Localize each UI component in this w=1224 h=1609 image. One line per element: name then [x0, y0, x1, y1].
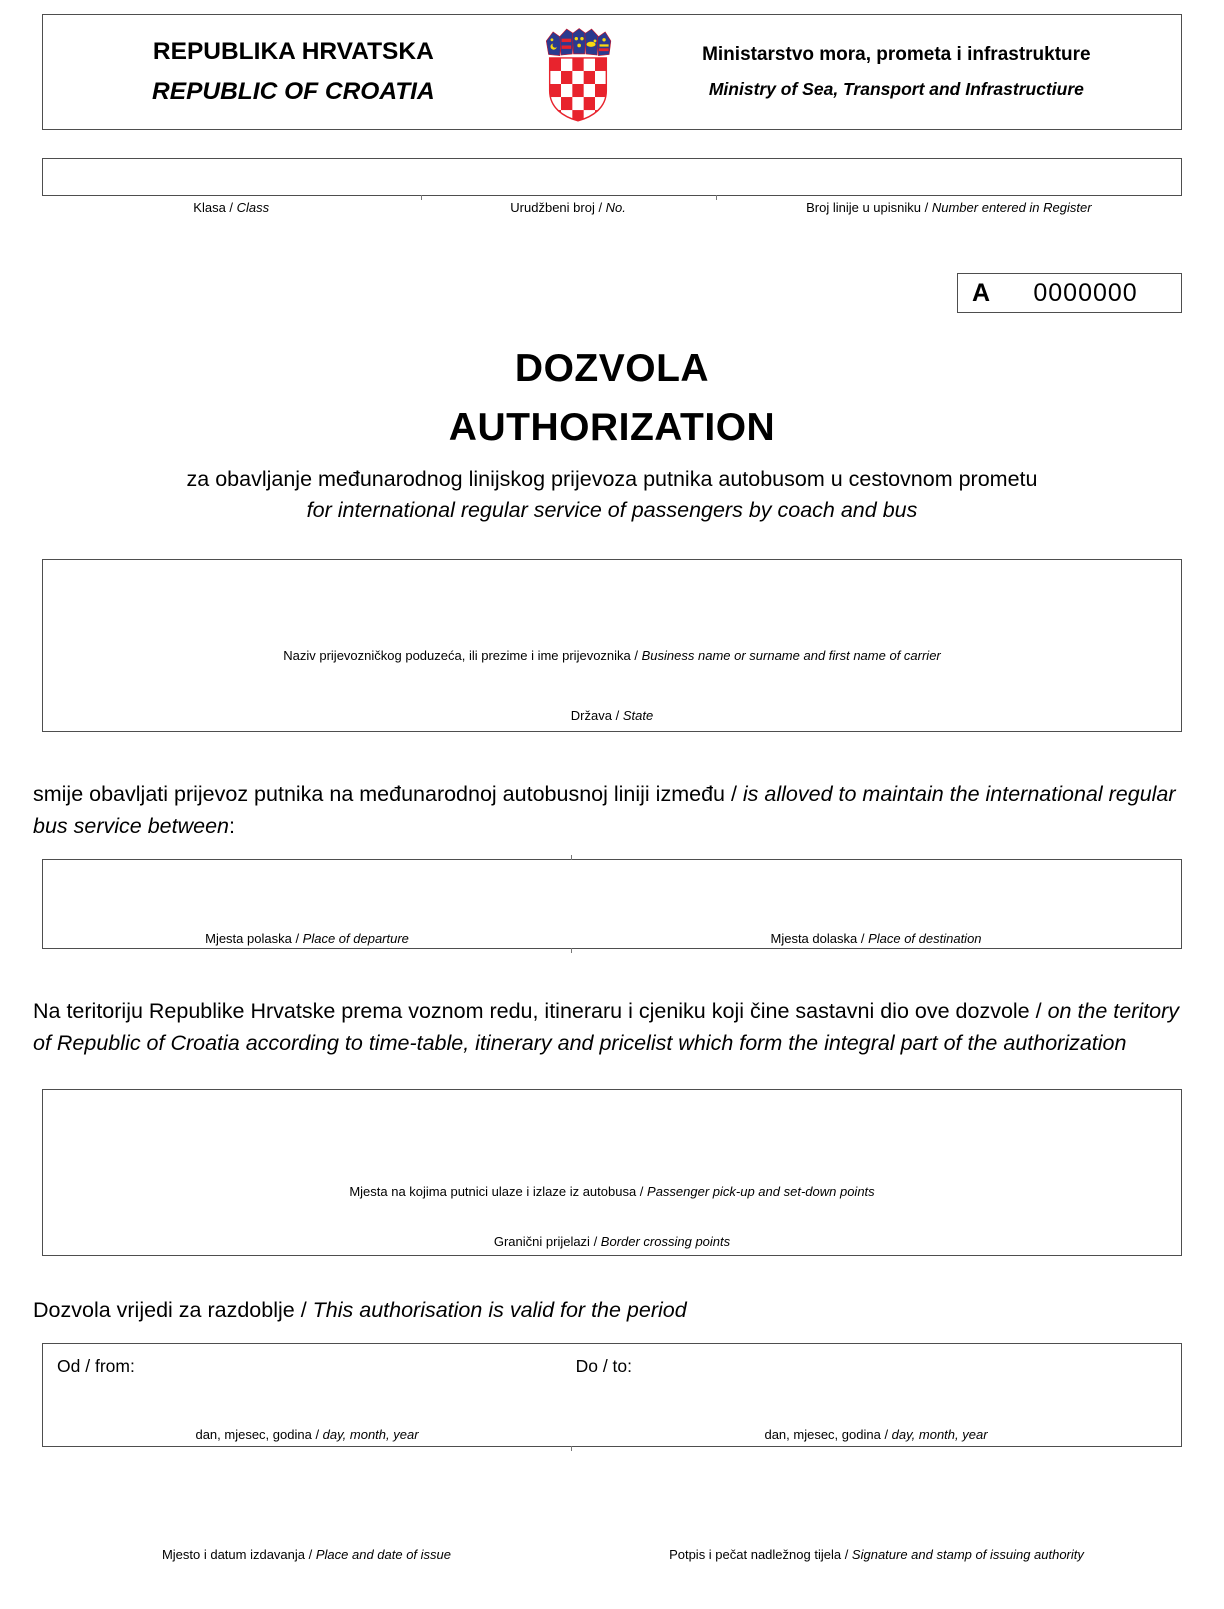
to-date-hint: dan, mjesec, godina / day, month, year	[764, 1427, 988, 1442]
field-divider-tick	[571, 1446, 572, 1451]
carrier-name-field-box[interactable]	[42, 559, 1182, 732]
to-label: Do / to:	[575, 1356, 633, 1376]
country-title	[43, 32, 544, 112]
from-label: Od / from:	[57, 1356, 135, 1376]
subtitle-hr: za obavljanje međunarodnog linijskog prijevoza putnika autobusom u cestovnom prometu	[186, 467, 1038, 491]
form-header	[42, 14, 1182, 130]
validity-heading: Dozvola vrijedi za razdoblje / This authorisation is valid for the period	[33, 1298, 687, 1322]
pickup-points-label: Mjesta na kojima putnici ulaze i izlaze iz autobusa / Passenger pick-up and set-down points	[349, 1184, 875, 1199]
route-clause: smije obavljati prijevoz putnika na međunarodnoj autobusnoj liniji između / is alloved to maintain the international regular bus service between:	[33, 782, 1176, 838]
document-title-en: AUTHORIZATION	[448, 406, 776, 449]
ministry-name-hr: Ministarstvo mora, prometa i infrastrukture	[702, 44, 1091, 65]
signature-footer	[42, 1547, 1182, 1562]
destination-label: Mjesta dolaska / Place of destination	[770, 931, 982, 946]
ministry-name-en: Ministry of Sea, Transport and Infrastructiure	[708, 79, 1084, 99]
serial-series-letter: A	[972, 278, 991, 307]
class-number-field-box[interactable]	[42, 158, 1182, 196]
subtitle-en: for international regular service of passengers by coach and bus	[306, 498, 918, 522]
document-subtitle	[33, 464, 1191, 526]
points-field-box[interactable]	[42, 1089, 1182, 1256]
ministry-title	[612, 44, 1181, 100]
serial-number-box	[957, 273, 1182, 313]
serial-number: 0000000	[1033, 278, 1138, 307]
field-divider-tick	[716, 195, 717, 200]
country-name-en: REPUBLIC OF CROATIA	[152, 78, 435, 105]
route-field-box[interactable]	[42, 859, 1182, 949]
line-number-label: Broj linije u upisniku / Number entered in Register	[806, 200, 1092, 215]
state-label: Država / State	[570, 708, 654, 723]
klasa-label: Klasa / Class	[193, 200, 270, 215]
departure-label: Mjesta polaska / Place of departure	[205, 931, 409, 946]
border-crossing-label: Granični prijelazi / Border crossing points	[493, 1234, 731, 1249]
route-labels	[43, 931, 1181, 946]
document-title-hr: DOZVOLA	[514, 347, 710, 390]
carrier-name-label: Naziv prijevozničkog poduzeća, ili prezime i ime prijevoznika / Business name or surname and first name of carrier	[283, 648, 941, 663]
field-divider-tick	[571, 855, 572, 860]
field-divider-tick	[571, 948, 572, 953]
from-date-hint: dan, mjesec, godina / day, month, year	[195, 1427, 419, 1442]
territory-clause: Na teritoriju Republike Hrvatske prema voznom redu, itineraru i cjeniku koji čine sastavni dio ove dozvole / on the teritory of Republic of Croatia according to time-table, itinerary and pricelist which form the integral part of the authorization	[33, 999, 1180, 1055]
croatia-coat-of-arms-icon	[544, 14, 612, 130]
class-number-labels	[42, 200, 1182, 216]
place-date-label: Mjesto i datum izdavanja / Place and date of issue	[161, 1547, 452, 1562]
field-divider-tick	[421, 195, 422, 200]
validity-period-field-box[interactable]	[42, 1343, 1182, 1447]
country-name-hr: REPUBLIKA HRVATSKA	[152, 38, 434, 65]
registry-number-label: Urudžbeni broj / No.	[510, 200, 626, 215]
date-hints	[43, 1427, 1181, 1442]
signature-stamp-label: Potpis i pečat nadležnog tijela / Signature and stamp of issuing authority	[669, 1547, 1084, 1562]
